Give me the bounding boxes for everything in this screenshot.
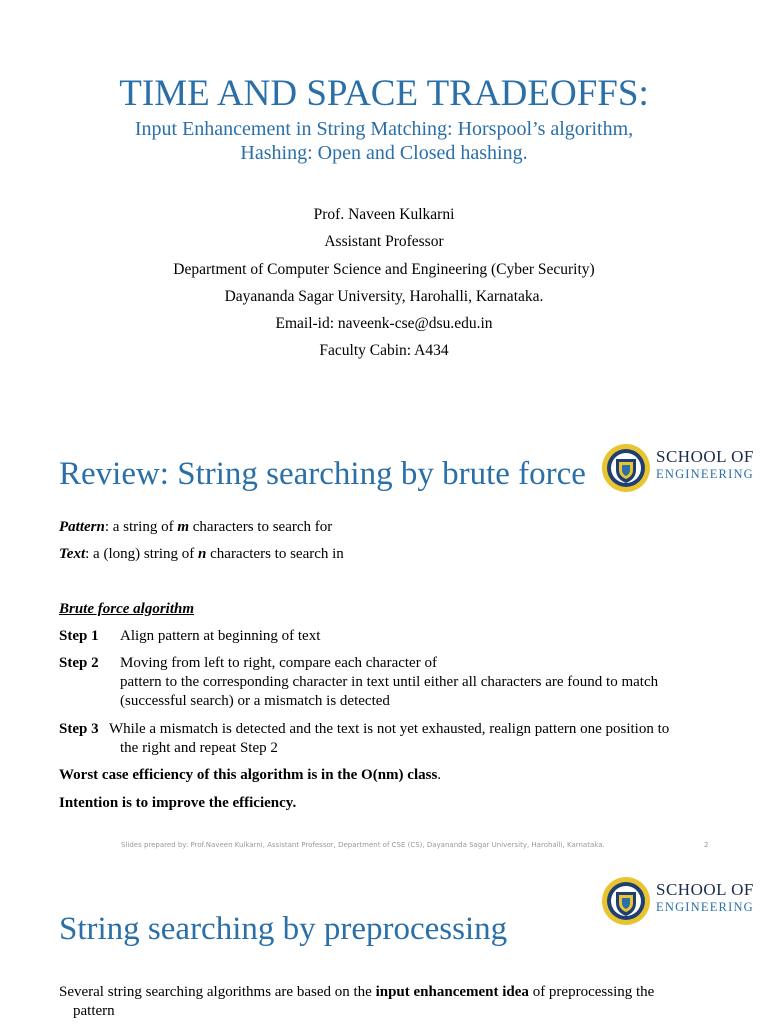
logo-line1: SCHOOL OF (656, 447, 754, 466)
school-logo (601, 873, 768, 927)
para-end: of preprocessing the (528, 984, 655, 1000)
university-seal-icon (601, 876, 651, 926)
pattern-term: Pattern (59, 519, 105, 535)
university-seal-icon (601, 443, 651, 493)
intention-note: Intention is to improve the efficiency. (59, 795, 297, 811)
step-1-text: Align pattern at beginning of text (120, 628, 321, 644)
step-2-text (120, 654, 720, 711)
author-department: Department of Computer Science and Engineering (Cyber Security) (173, 260, 595, 278)
text-term: Text (59, 546, 86, 562)
author-name: Prof. Naveen Kulkarni (313, 206, 455, 223)
brute-force-slide (0, 420, 768, 865)
pattern-var: m (177, 519, 190, 535)
logo-line2: ENGINEERING (656, 900, 754, 914)
logo-line1: SCHOOL OF (656, 880, 754, 899)
author-email: Email-id: naveenk-cse@dsu.edu.in (275, 315, 493, 333)
step-1-label: Step 1 (59, 628, 99, 644)
algorithm-heading (59, 600, 739, 619)
text-var: n (198, 546, 207, 562)
pattern-end: characters to search for (189, 519, 333, 535)
paragraph-line (59, 983, 739, 1002)
slide-subtitle (0, 117, 768, 165)
school-logo (601, 440, 768, 494)
text-definition (59, 545, 739, 564)
slide-heading: Review: String searching by brute force (59, 456, 586, 492)
text-end: characters to search in (206, 546, 344, 562)
author-designation: Assistant Professor (324, 233, 444, 251)
para-start: Several string searching algorithms are based on the (59, 984, 376, 1000)
worst-case-end: . (437, 767, 442, 783)
slide-footer: Slides prepared by: Prof.Naveen Kulkarni, Assistant Professor, Department of CSE (CS), Dayananda Sagar University, Harohalli, Karnataka. (121, 841, 605, 849)
step-3-line2: the right and repeat Step 2 (120, 740, 278, 756)
slide-title: TIME AND SPACE TRADEOFFS: (119, 73, 649, 114)
para-line2: pattern (73, 1003, 115, 1019)
algorithm-heading-text: Brute force algorithm (59, 601, 195, 617)
pattern-definition (59, 518, 739, 537)
author-block (0, 201, 768, 365)
author-cabin: Faculty Cabin: A434 (319, 342, 449, 360)
preprocessing-slide (0, 865, 768, 1024)
pattern-mid: : a string of (104, 519, 178, 535)
subtitle-line: Input Enhancement in String Matching: Horspool’s algorithm, (134, 118, 634, 140)
slide-heading: String searching by preprocessing (59, 911, 508, 947)
preprocessing-paragraph (59, 983, 739, 1021)
subtitle-line: Hashing: Open and Closed hashing. (240, 142, 528, 164)
step-2-line: pattern to the corresponding character in text until either all characters are found to match (successful search) or a mismatch is detected (120, 674, 659, 709)
text-mid: : a (long) string of (85, 546, 199, 562)
page-number: 2 (704, 841, 709, 849)
step-2-line: Moving from left to right, compare each character of (120, 655, 437, 671)
logo-line2: ENGINEERING (656, 467, 754, 481)
step-2-label: Step 2 (59, 655, 99, 671)
para-bold: input enhancement idea (375, 984, 529, 1000)
worst-case-note (59, 766, 739, 785)
worst-case-bold: Worst case efficiency of this algorithm is in the O(nm) class (59, 767, 438, 783)
step-3-label: Step 3 (59, 721, 99, 737)
author-university: Dayananda Sagar University, Harohalli, Karnataka. (224, 287, 544, 305)
step-3-line1: While a mismatch is detected and the text is not yet exhausted, realign pattern one position to (109, 721, 670, 737)
title-slide (0, 0, 768, 420)
